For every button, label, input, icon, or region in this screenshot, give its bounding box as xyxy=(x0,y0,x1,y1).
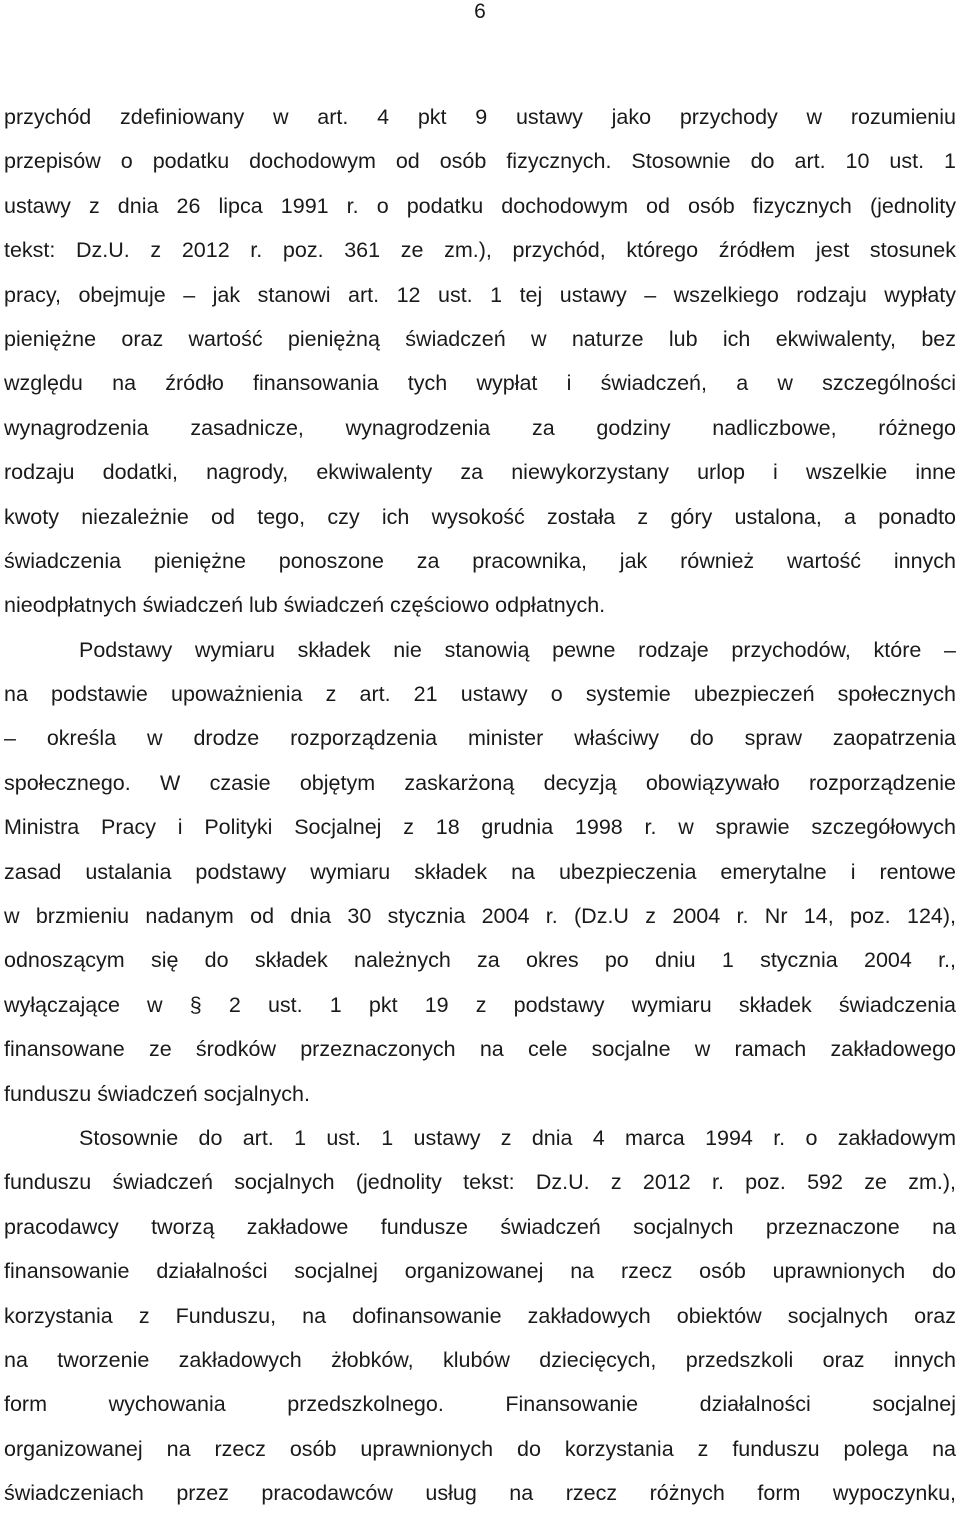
text-line: świadczenia pieniężne ponoszone za pracownika, jak również wartość innych xyxy=(4,548,956,573)
text-line: form wychowania przedszkolnego. Finansowanie działalności socjalnej xyxy=(4,1392,956,1417)
text-line: wynagrodzenia zasadnicze, wynagrodzenia za godziny nadliczbowe, różnego xyxy=(4,415,956,440)
text-line: pieniężne oraz wartość pieniężną świadczeń w naturze lub ich ekwiwalenty, bez xyxy=(4,326,956,351)
text-line: – określa w drodze rozporządzenia minister właściwy do spraw zaopatrzenia xyxy=(4,726,956,751)
text-line: wyłączające w § 2 ust. 1 pkt 19 z podstawy wymiaru składek świadczenia xyxy=(4,992,956,1017)
text-line: Podstawy wymiaru składek nie stanowią pewne rodzaje przychodów, które – xyxy=(79,637,956,662)
text-line: kwoty niezależnie od tego, czy ich wysokość została z góry ustalona, a ponadto xyxy=(4,504,956,529)
text-line: Stosownie do art. 1 ust. 1 ustawy z dnia 4 marca 1994 r. o zakładowym xyxy=(79,1125,956,1150)
text-line: organizowanej na rzecz osób uprawnionych do korzystania z funduszu polega na xyxy=(4,1436,956,1461)
text-line: względu na źródło finansowania tych wypłat i świadczeń, a w szczególności xyxy=(4,371,956,396)
text-line: rodzaju dodatki, nagrody, ekwiwalenty za niewykorzystany urlop i wszelkie inne xyxy=(4,460,956,485)
text-line: tekst: Dz.U. z 2012 r. poz. 361 ze zm.), przychód, którego źródłem jest stosunek xyxy=(4,238,956,263)
document-body xyxy=(4,95,956,1516)
text-line: przepisów o podatku dochodowym od osób fizycznych. Stosownie do art. 10 ust. 1 xyxy=(4,149,956,174)
text-line: na tworzenie zakładowych żłobków, klubów dziecięcych, przedszkoli oraz innych xyxy=(4,1347,956,1372)
text-line: pracodawcy tworzą zakładowe fundusze świadczeń socjalnych przeznaczone na xyxy=(4,1214,956,1239)
text-line: nieodpłatnych świadczeń lub świadczeń częściowo odpłatnych. xyxy=(4,593,606,618)
text-line: społecznego. W czasie objętym zaskarżoną decyzją obowiązywało rozporządzenie xyxy=(4,770,956,795)
text-line: na podstawie upoważnienia z art. 21 ustawy o systemie ubezpieczeń społecznych xyxy=(4,682,956,707)
text-line: świadczeniach przez pracodawców usług na rzecz różnych form wypoczynku, xyxy=(4,1481,956,1506)
page-number: 6 xyxy=(474,0,486,23)
text-line: korzystania z Funduszu, na dofinansowanie zakładowych obiektów socjalnych oraz xyxy=(4,1303,956,1328)
text-line: ustawy z dnia 26 lipca 1991 r. o podatku dochodowym od osób fizycznych (jednolity xyxy=(4,193,956,218)
text-line: funduszu świadczeń socjalnych. xyxy=(4,1081,310,1106)
text-line: finansowanie działalności socjalnej organizowanej na rzecz osób uprawnionych do xyxy=(4,1259,956,1284)
text-line: pracy, obejmuje – jak stanowi art. 12 ust. 1 tej ustawy – wszelkiego rodzaju wypłaty xyxy=(4,282,956,307)
text-line: finansowane ze środków przeznaczonych na cele socjalne w ramach zakładowego xyxy=(4,1037,956,1062)
text-line: zasad ustalania podstawy wymiaru składek na ubezpieczenia emerytalne i rentowe xyxy=(4,859,956,884)
text-line: w brzmieniu nadanym od dnia 30 stycznia 2004 r. (Dz.U z 2004 r. Nr 14, poz. 124), xyxy=(4,904,956,929)
text-line: funduszu świadczeń socjalnych (jednolity tekst: Dz.U. z 2012 r. poz. 592 ze zm.), xyxy=(4,1170,956,1195)
text-line: odnoszącym się do składek należnych za okres po dniu 1 stycznia 2004 r., xyxy=(4,948,956,973)
text-line: przychód zdefiniowany w art. 4 pkt 9 ustawy jako przychody w rozumieniu xyxy=(4,105,956,129)
text-line: Ministra Pracy i Polityki Socjalnej z 18 grudnia 1998 r. w sprawie szczegółowych xyxy=(4,815,956,840)
